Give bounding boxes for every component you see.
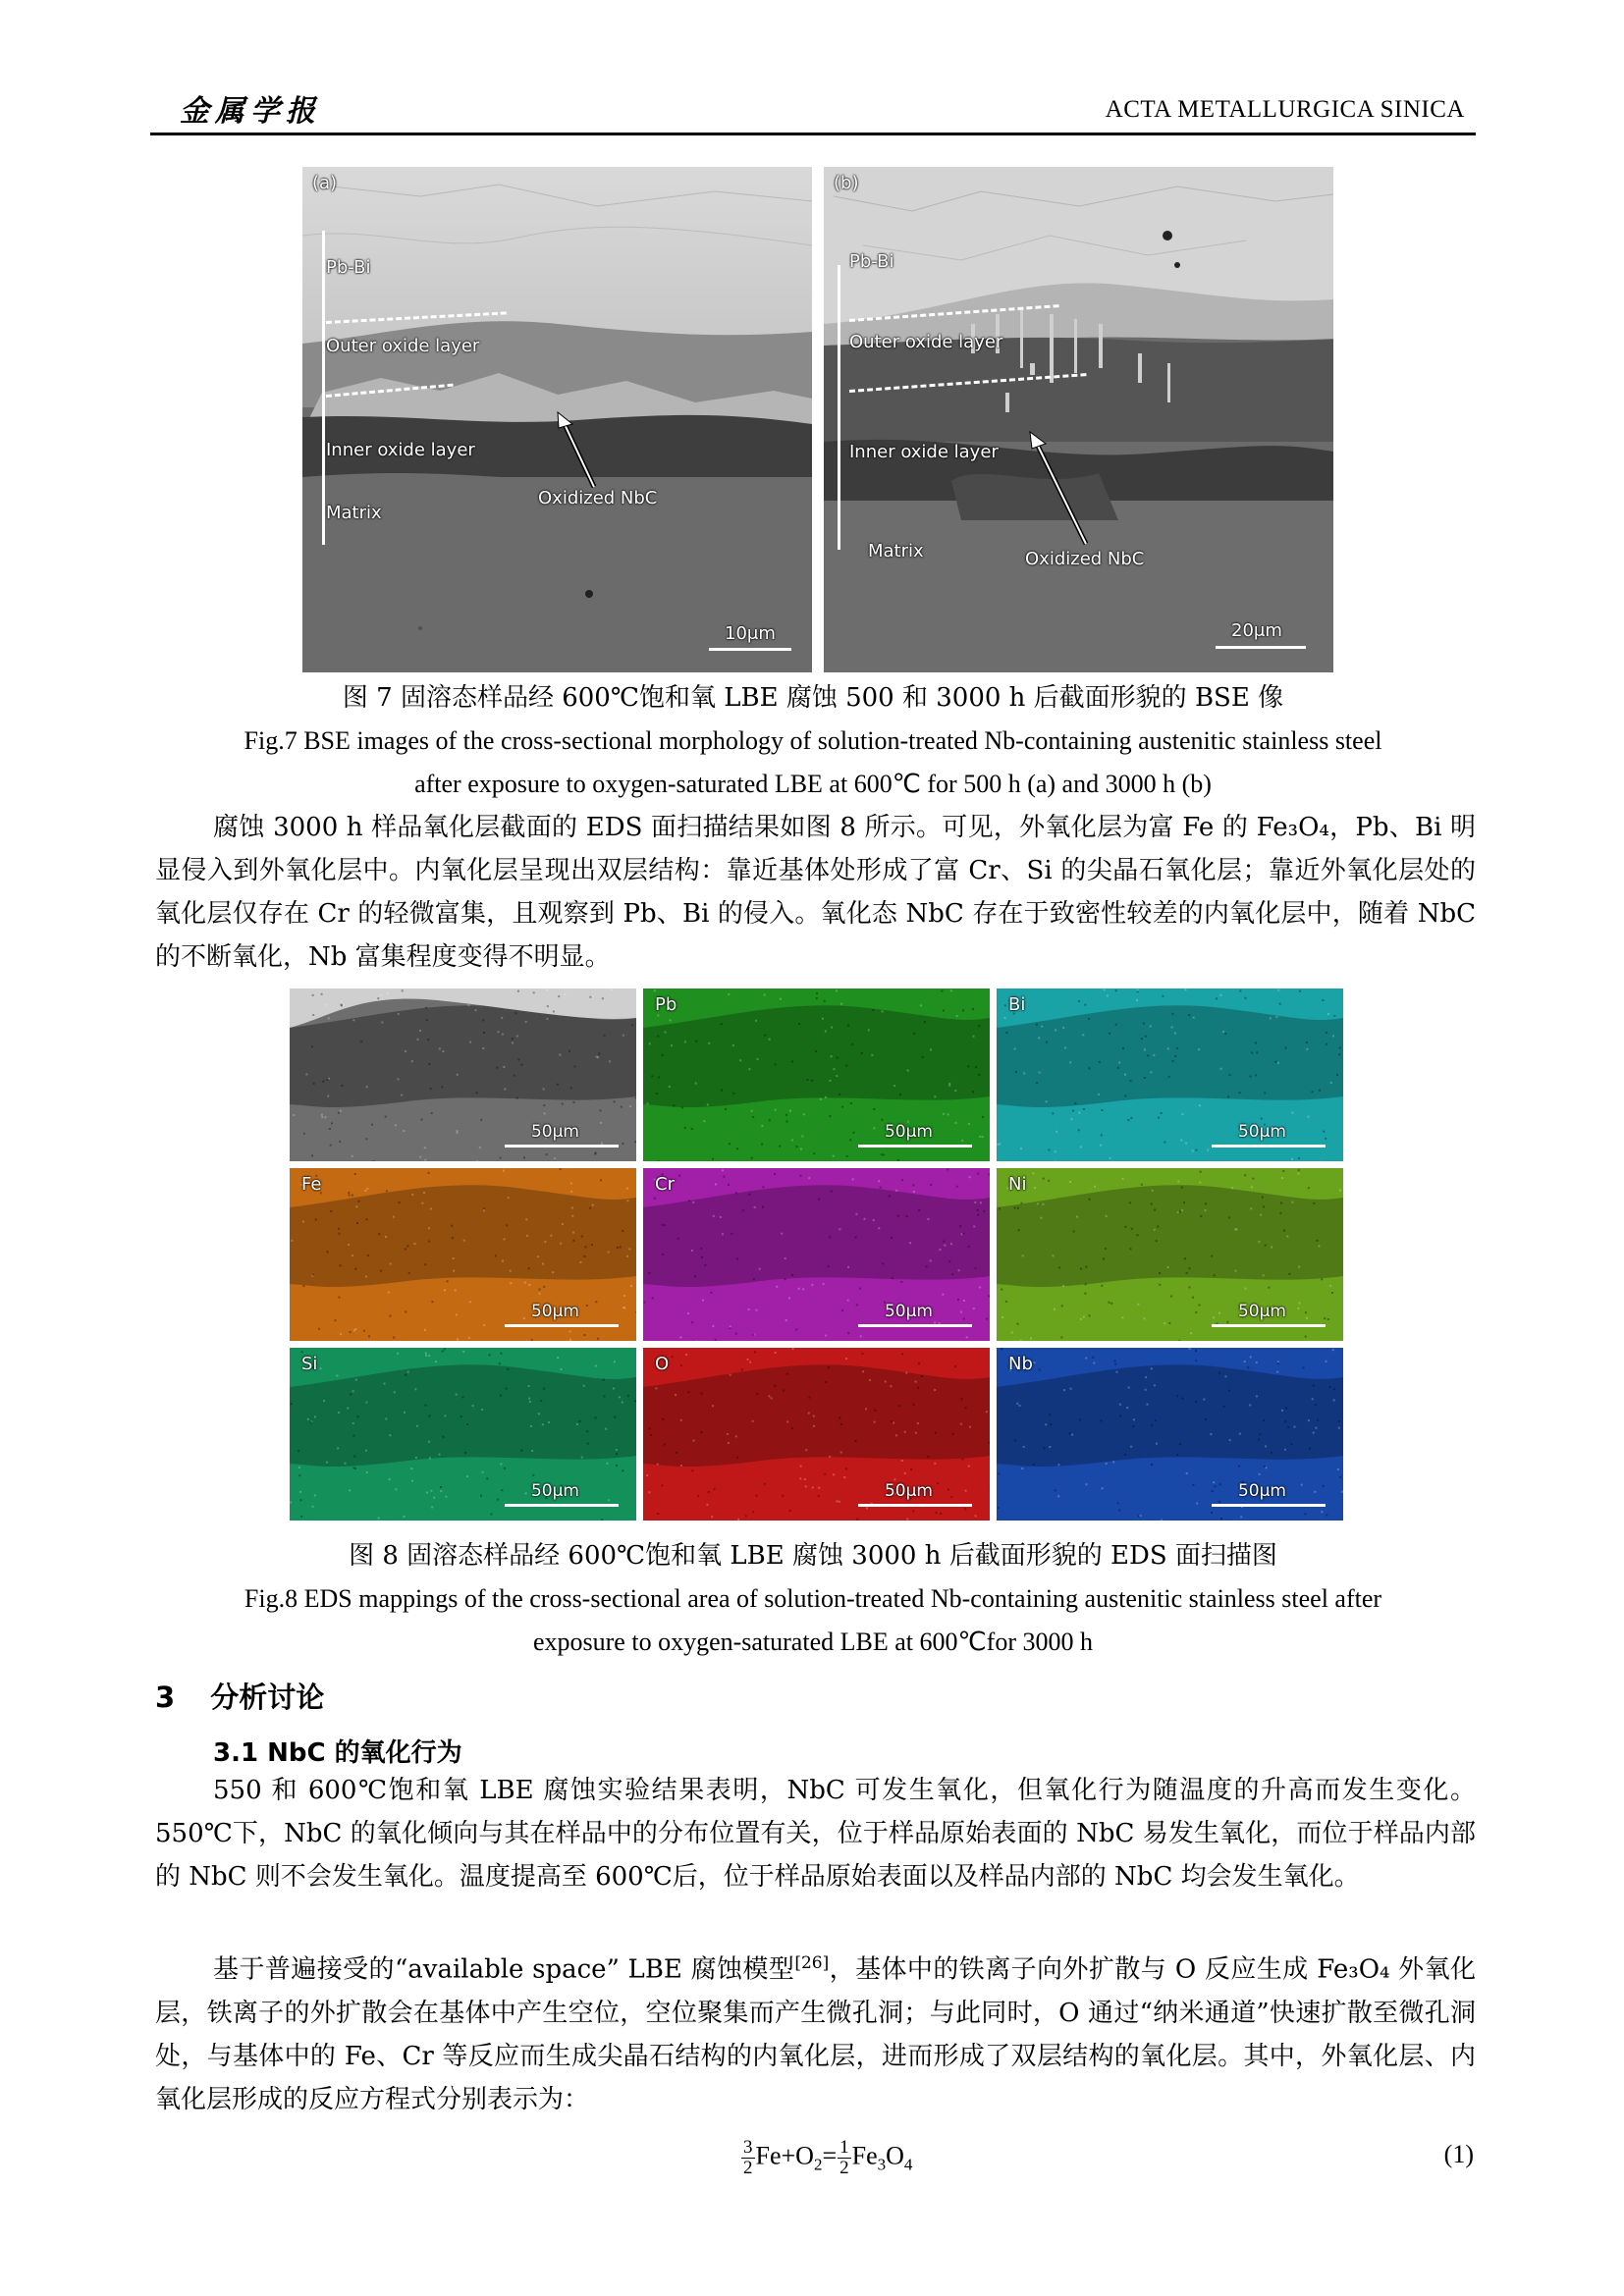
figure8-caption-en-line2: exposure to oxygen-saturated LBE at 600℃for 3000 h xyxy=(532,1628,1093,1656)
eds-panel-texture xyxy=(997,988,1343,1161)
fraction-three-halves: $\frac{3}{2}$ xyxy=(743,2137,753,2178)
figure8-caption-cn: 图 8 固溶态样品经 600℃饱和氧 LBE 腐蚀 3000 h 后截面形貌的 EDS 面扫描图 xyxy=(349,1541,1277,1571)
arrow-icon xyxy=(553,410,602,489)
label-oxidized-nbc: Oxidized NbC xyxy=(1025,549,1145,569)
arrow-icon xyxy=(1025,430,1094,548)
scale-bar-b xyxy=(1216,646,1306,649)
subsection-title: NbC 的氧化行为 xyxy=(267,1738,462,1768)
eds-panel-o xyxy=(643,1348,990,1521)
label-matrix: Matrix xyxy=(326,503,382,523)
label-inner-oxide: Inner oxide layer xyxy=(849,442,999,462)
eds-element-label: O xyxy=(655,1354,670,1374)
header-rule xyxy=(150,133,1476,135)
eds-panel-texture xyxy=(997,1348,1343,1521)
subsection-heading xyxy=(213,1733,462,1769)
section-heading xyxy=(155,1676,324,1716)
figure7-caption-en-line2: after exposure to oxygen-saturated LBE at 600℃ for 500 h (a) and 3000 h (b) xyxy=(414,770,1212,798)
eds-panel-pb xyxy=(643,988,990,1161)
eds-panel-texture xyxy=(643,1168,990,1341)
scale-bar-a xyxy=(709,648,791,651)
eds-panel-cr xyxy=(643,1168,990,1341)
fraction-one-half: $\frac{1}{2}$ xyxy=(839,2137,849,2178)
eds-scale-bar xyxy=(858,1145,972,1148)
eds-panel-bi xyxy=(997,988,1343,1161)
eds-element-label: Nb xyxy=(1008,1354,1033,1374)
layer-indicator-line xyxy=(322,231,325,545)
eds-panel-si xyxy=(290,1348,636,1521)
eds-scale-text: 50μm xyxy=(530,1122,579,1142)
panel-tag-a: (a) xyxy=(312,173,338,193)
eds-scale-text: 50μm xyxy=(884,1481,933,1501)
body-paragraph-1: 腐蚀 3000 h 样品氧化层截面的 EDS 面扫描结果如图 8 所示。可见，外氧化层为富 Fe 的 Fe₃O₄，Pb、Bi 明显侵入到外氧化层中。内氧化层呈现出双层结构：靠近基体处形成了富 Cr、Si 的尖晶石氧化层；靠近外氧化层处的氧化层仅存在 Cr 的轻微富集，且观察到 Pb、Bi 的侵入。氧化态 NbC 存在于致密性较差的内氧化层中，随着 NbC 的不断氧化，Nb 富集程度变得不明显。 xyxy=(155,813,1476,972)
bse-image-b-texture xyxy=(824,167,1333,672)
eds-scale-text: 50μm xyxy=(1237,1302,1286,1321)
eds-panel-fe xyxy=(290,1168,636,1341)
eds-scale-bar xyxy=(858,1504,972,1507)
body-paragraph-2: 550 和 600℃饱和氧 LBE 腐蚀实验结果表明，NbC 可发生氧化，但氧化行为随温度的升高而发生变化。550℃下，NbC 的氧化倾向与其在样品中的分布位置有关，位于样品原始表面的 NbC 易发生氧化，而位于样品内部的 NbC 则不会发生氧化。温度提高至 600℃后，位于样品原始表面以及样品内部的 NbC 均会发生氧化。 xyxy=(155,1776,1476,1892)
eds-panel-nb xyxy=(997,1348,1343,1521)
bse-image-a xyxy=(302,167,812,672)
section-title: 分析讨论 xyxy=(210,1681,325,1714)
eds-element-label: Fe xyxy=(301,1174,322,1195)
scale-text-a: 10μm xyxy=(725,623,776,644)
figure7-caption-en-line1: Fig.7 BSE images of the cross-sectional morphology of solution-treated Nb-containing austenitic stainless steel xyxy=(244,726,1382,755)
eds-panel-texture xyxy=(290,988,636,1161)
eds-scale-text: 50μm xyxy=(884,1302,933,1321)
eds-panel-ni xyxy=(997,1168,1343,1341)
eds-panel-texture xyxy=(290,1348,636,1521)
body-paragraph-3 xyxy=(155,1942,1476,2121)
eds-scale-bar xyxy=(1212,1504,1326,1507)
figure7-caption-cn: 图 7 固溶态样品经 600℃饱和氧 LBE 腐蚀 500 和 3000 h 后截面形貌的 BSE 像 xyxy=(342,683,1284,713)
eds-scale-bar xyxy=(1212,1324,1326,1327)
label-matrix: Matrix xyxy=(868,541,924,561)
journal-logo-cn: 金属学报 xyxy=(180,94,321,129)
section-number: 3 xyxy=(155,1681,176,1714)
eds-panel-texture xyxy=(643,1348,990,1521)
label-outer-oxide: Outer oxide layer xyxy=(326,336,480,356)
journal-name-en: ACTA METALLURGICA SINICA xyxy=(1105,96,1465,123)
eds-scale-bar xyxy=(1212,1145,1326,1148)
paragraph-3-text-start: 基于普遍接受的“available space” LBE 腐蚀模型 xyxy=(213,1954,795,1985)
panel-tag-b: (b) xyxy=(834,173,859,193)
eds-scale-text: 50μm xyxy=(1237,1122,1286,1142)
bse-image-b xyxy=(824,167,1333,672)
label-outer-oxide: Outer oxide layer xyxy=(849,332,1003,352)
eds-element-label: Bi xyxy=(1008,994,1026,1015)
label-pb-bi: Pb-Bi xyxy=(326,257,371,278)
eds-scale-bar xyxy=(858,1324,972,1327)
eds-scale-text: 50μm xyxy=(884,1122,933,1142)
eds-scale-text: 50μm xyxy=(1237,1481,1286,1501)
label-oxidized-nbc: Oxidized NbC xyxy=(538,488,658,508)
eds-element-label: Ni xyxy=(1008,1174,1027,1195)
scale-text-b: 20μm xyxy=(1231,620,1282,641)
eds-scale-text: 50μm xyxy=(530,1481,579,1501)
paragraph-3-text-rest: ，基体中的铁离子向外扩散与 O 反应生成 Fe₃O₄ 外氧化层，铁离子的外扩散会在基体中产生空位，空位聚集而产生微孔洞；与此同时，O 通过“纳米通道”快速扩散至微孔洞处，与基体中的 Fe、Cr 等反应而生成尖晶石结构的内氧化层，进而形成了双层结构的氧化层。其中，外氧化层、内氧化层形成的反应方程式分别表示为： xyxy=(155,1954,1476,2114)
eds-scale-bar xyxy=(505,1504,619,1507)
label-pb-bi: Pb-Bi xyxy=(849,251,894,272)
eds-panel-sem xyxy=(290,988,636,1161)
eds-scale-text: 50μm xyxy=(530,1302,579,1321)
eds-panel-texture xyxy=(643,988,990,1161)
eds-element-label: Si xyxy=(301,1354,318,1374)
eds-scale-bar xyxy=(505,1324,619,1327)
eds-scale-bar xyxy=(505,1145,619,1148)
eds-element-label: Cr xyxy=(655,1174,675,1195)
layer-indicator-line xyxy=(838,265,840,550)
figure8-caption-en-line1: Fig.8 EDS mappings of the cross-sectional area of solution-treated Nb-containing austenitic stainless steel after xyxy=(244,1584,1382,1613)
eds-panel-texture xyxy=(290,1168,636,1341)
citation-ref: [26] xyxy=(794,1953,830,1973)
label-inner-oxide: Inner oxide layer xyxy=(326,440,475,460)
subsection-number: 3.1 xyxy=(213,1738,259,1768)
eds-panel-texture xyxy=(997,1168,1343,1341)
equation-1: $\frac{3}{2}$ $Fe+O_2=$ $\frac{1}{2}$ $Fe_3O_4$ xyxy=(743,2137,913,2178)
eds-element-label: Pb xyxy=(655,994,677,1015)
equation-number: (1) xyxy=(1443,2140,1474,2168)
